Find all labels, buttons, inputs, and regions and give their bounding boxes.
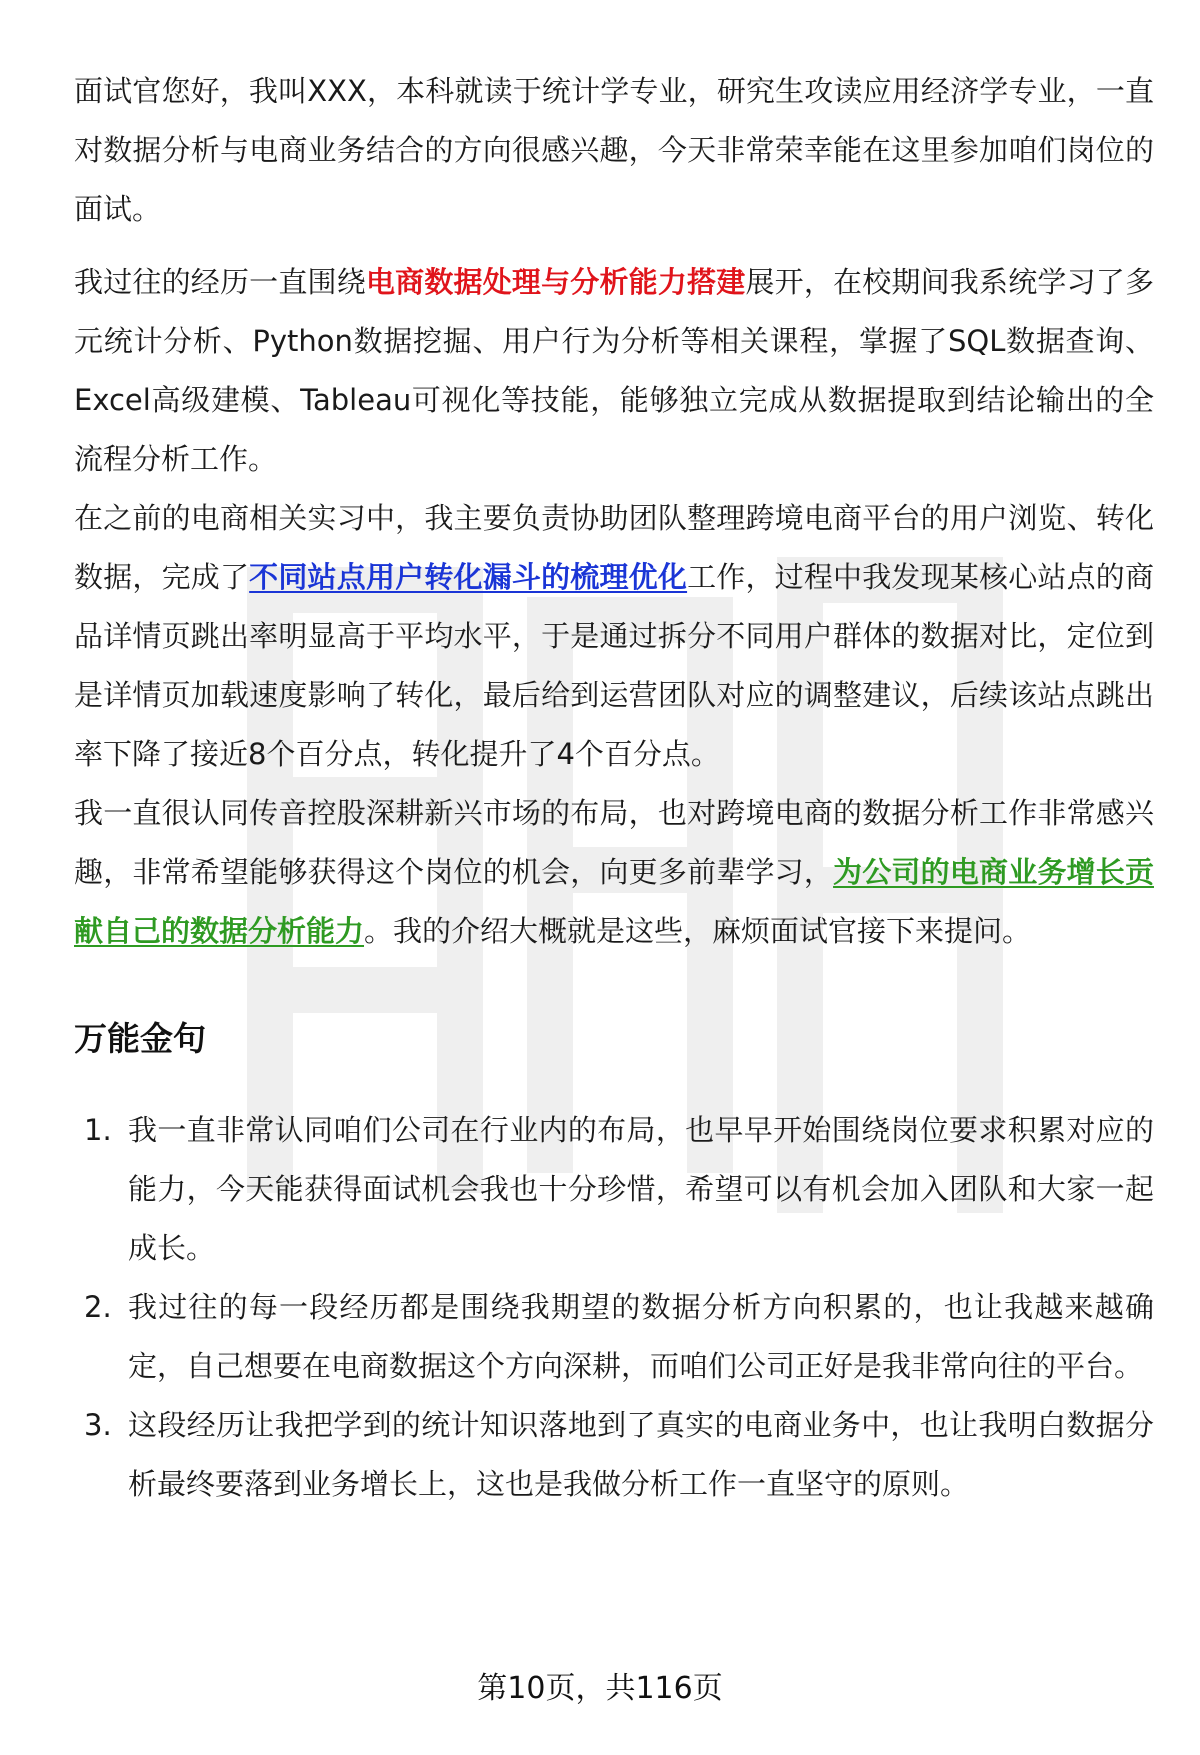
motivation-paragraph (74, 784, 1154, 961)
list-item (74, 1396, 1154, 1514)
internship-text-start: 在之前的电商相关实习中，我主要负责协助团队整理跨境电商平台的用户浏览、转化数据，完成了 (74, 501, 1154, 594)
list-item-text: 我一直非常认同咱们公司在行业内的布局，也早早开始围绕岗位要求积累对应的能力，今天能获得面试机会我也十分珍惜，希望可以有机会加入团队和大家一起成长。 (128, 1113, 1154, 1265)
internship-text-end: 工作，过程中我发现某核心站点的商品详情页跳出率明显高于平均水平，于是通过拆分不同用户群体的数据对比，定位到是详情页加载速度影响了转化，最后给到运营团队对应的调整建议，后续该站点跳出率下降了接近8个百分点，转化提升了4个百分点。 (74, 560, 1154, 771)
list-item-text: 我过往的每一段经历都是围绕我期望的数据分析方向积累的，也让我越来越确定，自己想要在电商数据这个方向深耕，而咱们公司正好是我非常向往的平台。 (128, 1290, 1154, 1383)
document-body (74, 62, 1154, 1514)
experience-text-start: 我过往的经历一直围绕 (74, 265, 366, 299)
motivation-text-end: 。我的介绍大概就是这些，麻烦面试官接下来提问。 (364, 914, 1032, 948)
intro-paragraph: 面试官您好，我叫XXX，本科就读于统计学专业，研究生攻读应用经济学专业，一直对数据分析与电商业务结合的方向很感兴趣，今天非常荣幸能在这里参加咱们岗位的面试。 (74, 74, 1154, 226)
section-title: 万能金句 (74, 1019, 206, 1058)
list-item-number: 2. (84, 1290, 112, 1324)
internship-highlight: 不同站点用户转化漏斗的梳理优化 (249, 560, 688, 594)
list-item-text: 这段经历让我把学到的统计知识落地到了真实的电商业务中，也让我明白数据分析最终要落到业务增长上，这也是我做分析工作一直坚守的原则。 (128, 1408, 1154, 1501)
experience-highlight: 电商数据处理与分析能力搭建 (365, 265, 746, 299)
page-number: 第10页，共116页 (477, 1671, 723, 1706)
internship-paragraph (74, 489, 1154, 784)
list-item (74, 1278, 1154, 1396)
list-item-number: 1. (84, 1113, 112, 1147)
motivation-text-start: 我一直很认同传音控股深耕新兴市场的布局，也对跨境电商的数据分析工作非常感兴趣，非常希望能够获得这个岗位的机会，向更多前辈学习， (74, 796, 1154, 889)
motivation-highlight: 为公司的电商业务增长贡献自己的数据分析能力 (74, 855, 1154, 948)
tips-list (74, 1101, 1154, 1514)
list-item-number: 3. (84, 1408, 112, 1442)
list-item (74, 1101, 1154, 1278)
experience-text-end: 展开，在校期间我系统学习了多元统计分析、Python数据挖掘、用户行为分析等相关课程，掌握了SQL数据查询、Excel高级建模、Tableau可视化等技能，能够独立完成从数据提取到结论输出的全流程分析工作。 (74, 265, 1154, 476)
experience-paragraph (74, 253, 1154, 489)
